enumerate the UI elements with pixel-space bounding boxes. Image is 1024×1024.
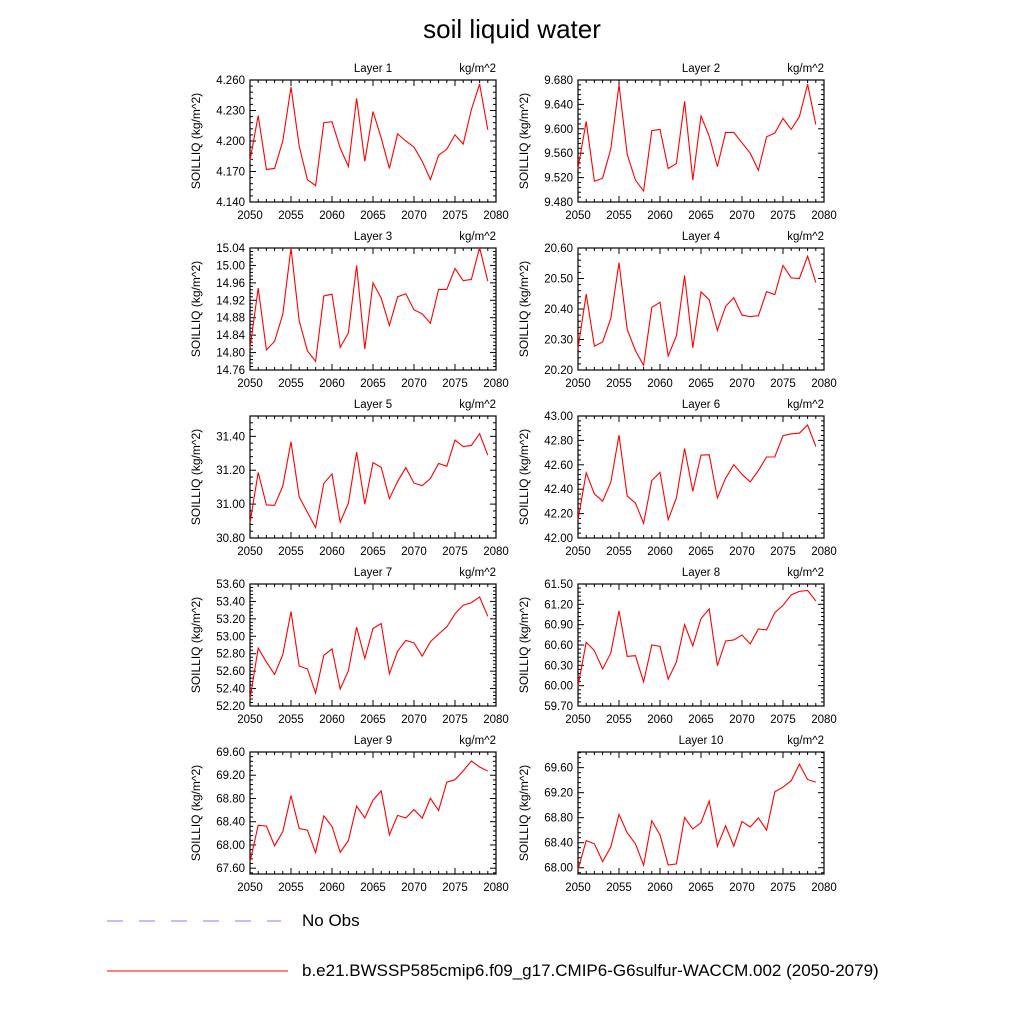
y-tick-label: 52.60 (216, 666, 245, 679)
y-tick-label: 42.20 (544, 508, 573, 521)
y-tick-label: 53.60 (216, 579, 245, 591)
x-tick-label: 2065 (360, 546, 386, 558)
x-tick-label: 2075 (770, 882, 796, 894)
panel-title: Layer 1 (353, 63, 393, 75)
y-tick-label: 14.92 (216, 295, 245, 308)
y-tick-label: 42.60 (544, 459, 573, 472)
y-tick-label: 20.30 (544, 334, 573, 347)
x-tick-label: 2055 (606, 882, 632, 894)
panel-units: kg/m^2 (459, 567, 496, 579)
y-tick-label: 68.00 (544, 862, 573, 875)
legend-obs-label: No Obs (302, 911, 360, 930)
model-line-icon (105, 963, 290, 979)
x-tick-label: 2060 (319, 882, 345, 894)
x-tick-label: 2075 (770, 546, 796, 558)
panel-title: Layer 10 (678, 735, 724, 747)
y-tick-label: 53.40 (216, 596, 245, 609)
x-tick-label: 2065 (688, 714, 714, 726)
x-tick-label: 2080 (811, 210, 837, 222)
panel-units: kg/m^2 (787, 735, 824, 747)
y-tick-label: 14.96 (216, 277, 245, 290)
y-tick-label: 31.20 (216, 465, 245, 478)
x-tick-label: 2060 (319, 546, 345, 558)
y-axis-label: SOILLIQ (kg/m^2) (517, 260, 531, 358)
plot-frame (578, 752, 824, 874)
x-tick-label: 2075 (442, 210, 468, 222)
x-tick-label: 2065 (360, 882, 386, 894)
x-tick-label: 2055 (606, 210, 632, 222)
panel-title: Layer 2 (681, 63, 721, 75)
x-tick-label: 2070 (729, 714, 755, 726)
x-tick-label: 2075 (442, 714, 468, 726)
x-tick-label: 2060 (647, 210, 673, 222)
y-tick-label: 69.60 (544, 762, 573, 775)
x-tick-label: 2075 (770, 210, 796, 222)
y-tick-label: 68.40 (216, 816, 245, 829)
y-tick-label: 69.60 (216, 747, 245, 759)
plot-frame (250, 248, 496, 370)
series-line (250, 84, 488, 186)
x-tick-label: 2060 (319, 714, 345, 726)
plot-frame (578, 248, 824, 370)
figure-title: soil liquid water (423, 14, 601, 44)
y-tick-label: 59.70 (544, 701, 573, 713)
series-line (250, 248, 488, 362)
series-line (250, 434, 488, 528)
y-axis-label: SOILLIQ (kg/m^2) (517, 596, 531, 694)
y-tick-label: 42.00 (544, 533, 573, 545)
x-tick-label: 2065 (688, 546, 714, 558)
series-line (250, 597, 488, 699)
x-tick-label: 2070 (401, 546, 427, 558)
x-tick-label: 2070 (401, 714, 427, 726)
x-tick-label: 2055 (606, 714, 632, 726)
x-tick-label: 2065 (360, 714, 386, 726)
x-tick-label: 2070 (729, 546, 755, 558)
panel-10 (517, 735, 837, 894)
y-tick-label: 4.140 (216, 197, 245, 209)
panel-units: kg/m^2 (459, 231, 496, 243)
y-tick-label: 68.80 (216, 793, 245, 806)
y-tick-label: 4.170 (216, 166, 245, 179)
y-axis-label: SOILLIQ (kg/m^2) (189, 260, 203, 358)
y-axis-label: SOILLIQ (kg/m^2) (517, 428, 531, 526)
panel-units: kg/m^2 (787, 399, 824, 411)
series-line (250, 761, 488, 862)
x-tick-label: 2080 (483, 882, 509, 894)
panel-5 (189, 399, 509, 558)
obs-dashed-line-icon (105, 913, 285, 929)
panel-2 (517, 63, 837, 222)
x-tick-label: 2070 (729, 378, 755, 390)
panel-title: Layer 5 (353, 399, 393, 411)
x-tick-label: 2050 (565, 210, 591, 222)
panel-units: kg/m^2 (787, 231, 824, 243)
y-axis-label: SOILLIQ (kg/m^2) (189, 764, 203, 862)
y-axis-label: SOILLIQ (kg/m^2) (517, 764, 531, 862)
x-tick-label: 2060 (647, 714, 673, 726)
y-tick-label: 68.40 (544, 837, 573, 850)
x-tick-label: 2080 (811, 378, 837, 390)
series-line (578, 425, 816, 523)
y-tick-label: 31.40 (216, 431, 245, 444)
x-tick-label: 2055 (278, 378, 304, 390)
y-tick-label: 60.60 (544, 640, 573, 652)
y-axis-label: SOILLIQ (kg/m^2) (517, 92, 531, 190)
y-axis-label: SOILLIQ (kg/m^2) (189, 92, 203, 190)
panel-7 (189, 567, 509, 726)
x-tick-label: 2080 (483, 210, 509, 222)
y-tick-label: 9.600 (544, 123, 573, 136)
y-tick-label: 20.60 (544, 243, 573, 255)
x-tick-label: 2080 (811, 546, 837, 558)
y-tick-label: 60.30 (544, 660, 573, 673)
panel-units: kg/m^2 (459, 63, 496, 75)
x-tick-label: 2060 (647, 546, 673, 558)
x-tick-label: 2080 (483, 714, 509, 726)
y-tick-label: 67.60 (216, 863, 245, 876)
x-tick-label: 2080 (483, 378, 509, 390)
y-tick-label: 53.20 (216, 613, 245, 626)
y-tick-label: 20.20 (544, 365, 573, 377)
panel-1 (189, 63, 509, 222)
y-tick-label: 9.520 (544, 172, 573, 185)
y-tick-label: 9.560 (544, 148, 573, 161)
panel-title: Layer 9 (353, 735, 393, 747)
y-tick-label: 14.88 (216, 312, 245, 325)
y-tick-label: 4.200 (216, 136, 245, 148)
x-tick-label: 2055 (278, 714, 304, 726)
x-tick-label: 2070 (401, 210, 427, 222)
y-tick-label: 68.80 (544, 812, 573, 825)
panel-title: Layer 3 (353, 231, 393, 243)
x-tick-label: 2065 (688, 210, 714, 222)
y-tick-label: 42.80 (544, 435, 573, 448)
x-tick-label: 2070 (729, 882, 755, 894)
x-tick-label: 2055 (278, 210, 304, 222)
y-tick-label: 31.00 (216, 499, 245, 512)
x-tick-label: 2055 (278, 546, 304, 558)
panel-units: kg/m^2 (787, 567, 824, 579)
y-tick-label: 15.00 (216, 260, 245, 273)
x-tick-label: 2065 (360, 378, 386, 390)
y-tick-label: 69.20 (216, 770, 245, 783)
y-tick-label: 60.90 (544, 619, 573, 632)
plot-frame (578, 584, 824, 706)
y-tick-label: 60.00 (544, 680, 573, 693)
y-tick-label: 9.680 (544, 75, 573, 87)
y-tick-label: 52.80 (216, 648, 245, 661)
x-tick-label: 2050 (237, 546, 263, 558)
x-tick-label: 2070 (729, 210, 755, 222)
x-tick-label: 2055 (606, 546, 632, 558)
legend-model-label: b.e21.BWSSP585cmip6.f09_g17.CMIP6-G6sulfur-WACCM.002 (2050-2079) (302, 961, 879, 980)
x-tick-label: 2050 (237, 378, 263, 390)
x-tick-label: 2075 (770, 714, 796, 726)
x-tick-label: 2075 (442, 546, 468, 558)
y-tick-label: 14.80 (216, 347, 245, 360)
panel-3 (189, 231, 509, 390)
panel-title: Layer 6 (681, 399, 721, 411)
x-tick-label: 2080 (811, 882, 837, 894)
y-tick-label: 15.04 (216, 243, 245, 255)
panel-title: Layer 4 (681, 231, 721, 243)
panel-6 (517, 399, 837, 558)
series-line (578, 590, 816, 686)
panel-9 (189, 735, 509, 894)
panel-units: kg/m^2 (459, 735, 496, 747)
x-tick-label: 2080 (811, 714, 837, 726)
y-tick-label: 69.20 (544, 787, 573, 800)
panel-units: kg/m^2 (459, 399, 496, 411)
x-tick-label: 2065 (688, 378, 714, 390)
y-tick-label: 30.80 (216, 533, 245, 545)
x-tick-label: 2060 (647, 378, 673, 390)
y-tick-label: 14.84 (216, 330, 245, 343)
x-tick-label: 2060 (647, 882, 673, 894)
y-tick-label: 52.20 (216, 701, 245, 713)
panel-title: Layer 8 (681, 567, 721, 579)
x-tick-label: 2070 (401, 378, 427, 390)
x-tick-label: 2060 (319, 378, 345, 390)
y-tick-label: 42.40 (544, 484, 573, 497)
y-axis-label: SOILLIQ (kg/m^2) (189, 428, 203, 526)
plot-frame (250, 80, 496, 202)
plot-frame (250, 584, 496, 706)
y-tick-label: 9.640 (544, 99, 573, 112)
plot-frame (578, 80, 824, 202)
x-tick-label: 2075 (442, 378, 468, 390)
x-tick-label: 2070 (401, 882, 427, 894)
x-tick-label: 2065 (688, 882, 714, 894)
y-tick-label: 68.00 (216, 839, 245, 852)
x-tick-label: 2080 (483, 546, 509, 558)
x-tick-label: 2065 (360, 210, 386, 222)
y-tick-label: 61.50 (544, 579, 573, 591)
x-tick-label: 2050 (565, 714, 591, 726)
y-tick-label: 9.480 (544, 197, 573, 209)
y-tick-label: 52.40 (216, 683, 245, 696)
y-tick-label: 4.260 (216, 75, 245, 87)
y-axis-label: SOILLIQ (kg/m^2) (189, 596, 203, 694)
plot-frame (250, 416, 496, 538)
x-tick-label: 2050 (237, 210, 263, 222)
x-tick-label: 2050 (565, 882, 591, 894)
x-tick-label: 2050 (565, 378, 591, 390)
y-tick-label: 4.230 (216, 105, 245, 118)
y-tick-label: 20.40 (544, 304, 573, 316)
y-tick-label: 14.76 (216, 365, 245, 377)
panel-4 (517, 231, 837, 390)
x-tick-label: 2055 (606, 378, 632, 390)
series-line (578, 764, 816, 869)
y-tick-label: 53.00 (216, 631, 245, 644)
panel-title: Layer 7 (353, 567, 393, 579)
panel-units: kg/m^2 (787, 63, 824, 75)
y-tick-label: 61.20 (544, 599, 573, 612)
x-tick-label: 2075 (770, 378, 796, 390)
x-tick-label: 2050 (237, 714, 263, 726)
x-tick-label: 2060 (319, 210, 345, 222)
x-tick-label: 2050 (565, 546, 591, 558)
x-tick-label: 2075 (442, 882, 468, 894)
x-tick-label: 2055 (278, 882, 304, 894)
y-tick-label: 43.00 (544, 411, 573, 423)
series-line (578, 256, 816, 365)
panel-8 (517, 567, 837, 726)
series-line (578, 84, 816, 191)
x-tick-label: 2050 (237, 882, 263, 894)
y-tick-label: 20.50 (544, 273, 573, 286)
